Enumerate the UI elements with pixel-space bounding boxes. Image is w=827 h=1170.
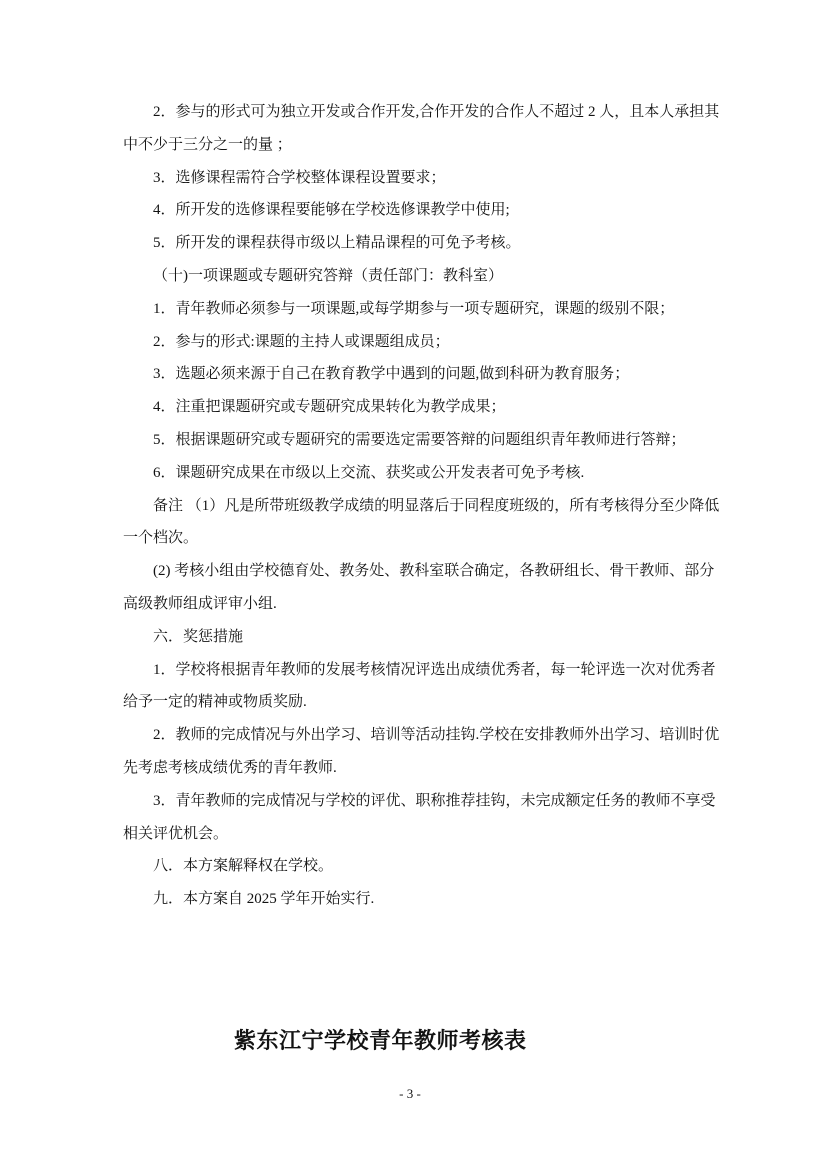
text-line: 4．注重把课题研究或专题研究成果转化为教学成果； bbox=[153, 399, 506, 416]
text-line: 2．参与的形式:课题的主持人或课题组成员； bbox=[153, 333, 450, 350]
text-line: 高级教师组成评审小组. bbox=[123, 595, 277, 612]
text-line: (2) 考核小组由学校德育处、教务处、教科室联合确定，各教研组长、骨干教师、部分 bbox=[153, 563, 715, 580]
text-line: 3．选修课程需符合学校整体课程设置要求； bbox=[153, 169, 446, 186]
text-line: 4．所开发的选修课程要能够在学校选修课教学中使用; bbox=[153, 202, 510, 219]
document-lines bbox=[123, 96, 720, 916]
text-line: 3．选题必须来源于自己在教育教学中遇到的问题,做到科研为教育服务； bbox=[153, 366, 630, 383]
text-line: 一个档次。 bbox=[123, 530, 199, 547]
text-line: 给予一定的精神或物质奖励. bbox=[123, 694, 307, 711]
text-line: 2．教师的完成情况与外出学习、培训等活动挂钩.学校在安排教师外出学习、培训时优 bbox=[153, 727, 720, 744]
text-line: 九．本方案自 2025 学年开始实行. bbox=[153, 891, 375, 908]
text-line: 1．学校将根据青年教师的发展考核情况评选出成绩优秀者，每一轮评选一次对优秀者 bbox=[153, 661, 716, 678]
text-line: 1．青年教师必须参与一项课题,或每学期参与一项专题研究，课题的级别不限； bbox=[153, 300, 675, 317]
text-line: 六．奖惩措施 bbox=[153, 628, 244, 645]
text-line: 3．青年教师的完成情况与学校的评优、职称推荐挂钩，未完成额定任务的教师不享受 bbox=[153, 792, 716, 809]
text-line: 中不少于三分之一的量 ； bbox=[123, 136, 292, 153]
text-line: 相关评优机会。 bbox=[123, 825, 229, 842]
text-line: 先考虑考核成绩优秀的青年教师. bbox=[123, 759, 337, 776]
text-line: 备注 （1）凡是所带班级教学成绩的明显落后于同程度班级的，所有考核得分至少降低 bbox=[153, 497, 720, 514]
text-line: 5．根据课题研究或专题研究的需要选定需要答辩的问题组织青年教师进行答辩； bbox=[153, 431, 686, 448]
text-line: 6．课题研究成果在市级以上交流、获奖或公开发表者可免予考核. bbox=[153, 464, 585, 481]
text-line: （十)一项课题或专题研究答辩（责任部门：教科室） bbox=[153, 267, 503, 284]
text-line: 2．参与的形式可为独立开发或合作开发,合作开发的合作人不超过 2 人，且本人承担其 bbox=[153, 104, 720, 120]
section-title: 紫东江宁学校青年教师考核表 bbox=[234, 1028, 527, 1053]
page-number: - 3 - bbox=[399, 1086, 421, 1101]
text-line: 八．本方案解释权在学校。 bbox=[153, 858, 334, 875]
text-line: 5．所开发的课程获得市级以上精品课程的可免予考核。 bbox=[153, 235, 521, 252]
